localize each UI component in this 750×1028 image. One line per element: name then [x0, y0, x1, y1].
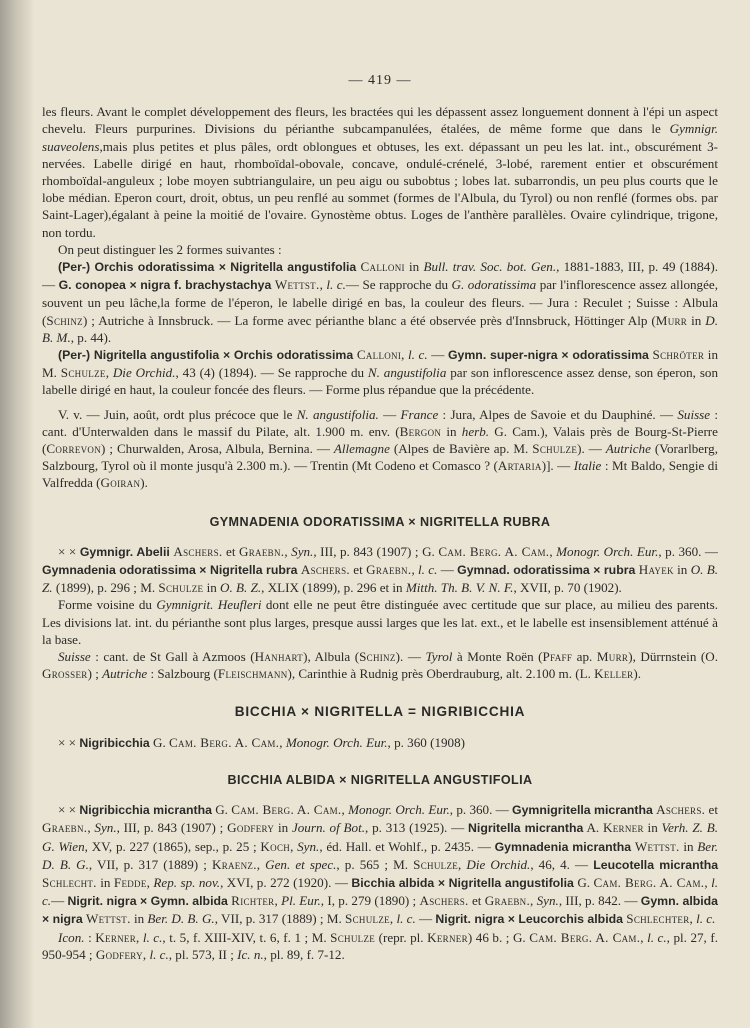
text: ,	[87, 820, 95, 836]
text: ,	[142, 946, 150, 962]
text: , p. 44).	[70, 329, 112, 345]
taxon-name: Nigrit. nigra × Leucorchis albida	[435, 912, 623, 927]
text: à Monte Roën (	[452, 649, 543, 665]
citation: Ber. D. B. G.	[147, 911, 215, 927]
citation: Die Orchid.	[466, 856, 531, 872]
author: Schinz	[359, 649, 396, 665]
text: ,	[290, 838, 298, 854]
text: (1899), p. 296 ; M.	[52, 580, 159, 596]
citation: Syn.	[291, 543, 314, 559]
micrantha-paragraph	[42, 801, 718, 928]
author: Murr	[655, 312, 688, 328]
taxon-name: Gymnad. odoratissima × rubra	[457, 563, 636, 578]
author: Graebn.	[239, 543, 285, 559]
author: Goiran	[100, 475, 141, 491]
author: Koch	[260, 838, 291, 854]
taxon-name: Nigribicchia	[79, 735, 150, 750]
author: Schröter	[652, 347, 705, 363]
citation: l. c.	[696, 911, 716, 927]
citation: D. B. M.	[42, 312, 719, 345]
text: ap.	[572, 649, 597, 665]
text: ,	[256, 856, 266, 872]
citation: Gen. et spec.	[265, 856, 337, 872]
text: , p. 565 ; M.	[336, 856, 414, 872]
text: in	[441, 423, 462, 439]
citation: Ic. n.	[237, 946, 264, 962]
author: Cam. Berg. A. Cam.	[529, 929, 641, 945]
text: × ×	[58, 543, 80, 559]
citation: Syn.	[94, 820, 117, 836]
text: et	[705, 802, 718, 818]
italic-taxon: Gymnigrit. Heufleri	[156, 597, 262, 613]
citation: Rep. sp. nov.	[153, 874, 221, 890]
text: (Vorarlberg, Salzbourg, Tyrol où il monte jusqu'à 2.300 m.). — Trentin (Mt Codeno et Comasco ? (	[42, 441, 719, 474]
author: Cam. Berg. A. Cam.	[438, 543, 550, 559]
citation: O. B. Z.	[42, 562, 719, 596]
region: Tyrol	[425, 649, 453, 665]
author: Schulze	[413, 856, 459, 872]
text: in	[96, 874, 114, 890]
text: in	[404, 259, 424, 275]
text: A.	[583, 820, 603, 836]
author: Pfaff	[542, 649, 573, 665]
text: : Jura, Alpes de Savoie et du Dauphiné. —	[438, 406, 678, 422]
text: G.	[211, 802, 232, 818]
text: in	[130, 911, 148, 927]
region: Italie	[573, 458, 602, 474]
text: —	[51, 893, 68, 909]
author: Kerner	[427, 929, 468, 945]
taxon-name: G. conopea × nigra f. brachystachya	[58, 278, 272, 293]
text: —	[427, 347, 448, 363]
text: ). —	[395, 649, 426, 665]
text: , p. 360. —	[658, 543, 719, 559]
author: Schlechter	[626, 911, 690, 927]
text: , I, p. 279 (1890) ;	[320, 893, 420, 909]
text: Forme voisine du	[58, 597, 157, 613]
citation: herb.	[461, 423, 490, 439]
author: Godfery	[95, 946, 143, 962]
taxon-name: Gymn. super-nigra × odoratissima	[447, 348, 649, 363]
text: , XV, p. 227 (1865), sep., p. 25 ;	[84, 838, 261, 854]
locality-paragraph	[42, 648, 718, 682]
book-spine-shadow	[0, 0, 34, 1028]
text: in	[679, 838, 698, 854]
author: Grosser	[42, 666, 88, 682]
author: Aschers.	[419, 893, 469, 909]
author: Fleischmann	[217, 666, 288, 682]
text: par son inflorescence assez dense, son éperon, son labelle dirigé en haut, la couleur foncée des fleurs. — Forme plus répandue que la précédente.	[42, 365, 719, 398]
citation: Die Orchid.	[112, 365, 176, 381]
citation: Syn.	[536, 893, 559, 909]
region: Autriche	[605, 441, 651, 457]
author: Schulze	[60, 365, 106, 381]
text: )]. —	[541, 458, 574, 474]
text: ) ; Autriche à Innsbruck. — La forme avec périanthe blanc a été observée près d'Innsbruck, Höttinger Alp (	[82, 312, 656, 328]
taxon-name: Bicchia albida × Nigritella angustifolia	[351, 875, 574, 890]
text: G.	[149, 734, 169, 750]
text: , t. 5, f. XIII-XIV, t. 6, f. 1 ; M.	[162, 929, 331, 945]
form-two-paragraph	[42, 346, 718, 399]
text: ,	[389, 911, 397, 927]
citation: l. c.	[408, 347, 428, 363]
citation: Mitth. Th. B. V. N. F.	[405, 580, 514, 596]
text: —	[437, 562, 458, 578]
author: Correvon	[46, 441, 102, 457]
icon-paragraph	[42, 929, 718, 963]
text: ,	[401, 347, 409, 363]
text: ,	[146, 874, 154, 890]
text: ).	[633, 666, 642, 682]
description-paragraph	[42, 103, 718, 241]
author: Wettst.	[634, 838, 680, 854]
author: Murr	[596, 649, 629, 665]
text: ,	[136, 929, 143, 945]
author: Cam. Berg. A. Cam.	[593, 874, 705, 890]
text: , p. 313 (1925). —	[365, 820, 469, 836]
text: , p. 360 (1908)	[387, 734, 465, 750]
author: Cam. Berg. A. Cam.	[169, 734, 280, 750]
italic-taxon: N. angustifolia.	[296, 406, 379, 422]
text: , pl. 573, II ;	[168, 946, 238, 962]
text: , 1881-1883, III, p. 49 (1884). —	[42, 259, 718, 293]
taxon-name: Gymn. albida × nigra	[42, 894, 719, 927]
text: ), Albula (	[303, 649, 360, 665]
author: Graebn.	[484, 893, 531, 909]
text: , III, p. 843 (1907) ;	[116, 820, 228, 836]
citation: l. c.	[149, 946, 169, 962]
text: × ×	[58, 734, 80, 750]
text: in	[203, 580, 221, 596]
text: , pl. 27, f. 950-954 ;	[42, 929, 718, 962]
text: — Se rapproche du	[345, 277, 452, 293]
taxon-name: Gymnigritella micrantha	[512, 803, 653, 818]
section-heading-bicchia-albida: BICCHIA ALBIDA × NIGRITELLA ANGUSTIFOLIA	[227, 772, 533, 787]
text: mais plus petites et plus pâles, ordt oblongues et obtuses, les ext. dépassant un peu les lat. int., obscurément 3-nervées. Labelle dirigé en haut, rhomboïdal-obovale, concave, ondulé-crénelé, 3-lobé, rarement entier et obscurément rhomboïdal-anguleux ; lobe moyen subtriangulaire, un peu aigu ou subobtus ; lobes lat. subarrondis, un peu plus courts que le lobe médian. Eperon court, droit, obtus, un peu renflé au sommet (formes de l'Albula, du Tyrol) ou non renflé (formes obs. par Saint-Lager),égalant à peine la moitié de l'ovaire. Gynostème obtus. Loges de l'anthère parallèles. Ovaire cylindrique, trigone, non tordu.	[42, 138, 718, 240]
text: ).	[140, 475, 148, 491]
text: ,	[549, 543, 557, 559]
text: (repr. pl.	[375, 929, 428, 945]
author: Schlecht.	[42, 874, 97, 890]
text: in M.	[42, 347, 718, 381]
text: in	[274, 820, 292, 836]
text: ,	[689, 911, 697, 927]
author: Artaria	[497, 458, 542, 474]
text: ,	[279, 734, 286, 750]
taxon-name: Gymnadenia odoratissima × Nigritella rubra	[42, 563, 298, 578]
page-number: — 419 —	[348, 73, 412, 88]
text: ), Carinthie à Rudnig près Oberdrauburg, alt. 2.100 m. (L.	[287, 666, 595, 682]
distribution-paragraph	[42, 406, 718, 492]
text: in	[643, 820, 662, 836]
author: Godfery	[227, 820, 275, 836]
text: ,	[704, 874, 712, 890]
author: Kerner	[602, 820, 644, 836]
author: Schulze	[330, 929, 376, 945]
citation: l. c.	[142, 929, 163, 945]
citation: Ber. D. B. G.	[42, 838, 719, 872]
italic-taxon: Gymnigr. suaveolens,	[42, 121, 718, 154]
text: in	[673, 562, 691, 578]
author: Schulze	[345, 911, 390, 927]
author: Calloni	[356, 347, 402, 363]
author: Wettst.	[274, 277, 320, 293]
text: par l'inflorescence assez allongée, souvent un peu lâche,la forme de l'éperon, le labelle dirigé en bas, la couleur des fleurs. — Jura : Reculet ; Suisse : Albula (	[42, 277, 718, 328]
text: : Mt Baldo, Sengie di Valfredda (	[42, 458, 718, 491]
text: —	[378, 406, 401, 422]
text: , éd. Hall. et Wohlf., p. 2435. —	[319, 838, 495, 854]
taxon-name: Nigrit. nigra × Gymn. albida	[67, 894, 228, 909]
taxon-name: Nigritella micrantha	[468, 821, 584, 836]
text: , XLIX (1899), p. 296 et in	[261, 580, 406, 596]
text: ,	[274, 893, 282, 909]
author: Kraenz.	[211, 856, 257, 872]
text: , VII, p. 317 (1889) ; M.	[214, 911, 346, 927]
text: , XVI, p. 272 (1920). —	[220, 874, 352, 890]
text: : cant. de St Gall à Azmoos (	[90, 649, 255, 665]
citation: Verh. Z. B. G. Wien	[42, 820, 719, 854]
author: Graebn.	[42, 820, 88, 836]
text: et	[349, 562, 367, 578]
text: ,	[530, 893, 537, 909]
text: —	[415, 911, 436, 927]
citation: Bull. trav. Soc. bot. Gen.	[423, 259, 557, 275]
text: dont elle ne peut être distinguée avec certitude que sur place, au milieu des parents. Les divisions lat. int. du périanthe sont plus larges, presque aussi larges que les lat. ext., et le labelle est insensiblement atténué à la base.	[42, 597, 718, 647]
citation: Journ. of Bot.	[291, 820, 366, 836]
text: ) 46 b. ; G.	[467, 929, 530, 945]
text: , pl. 89, f. 7-12.	[263, 946, 345, 962]
author: Calloni	[360, 259, 405, 275]
form-one-paragraph	[42, 258, 718, 346]
author: Fedde	[113, 874, 147, 890]
author: Wettst.	[85, 911, 131, 927]
text: ,	[411, 562, 419, 578]
text: ). —	[577, 441, 606, 457]
author: Richter	[231, 893, 275, 909]
taxon-name: (Per-) Nigritella angustifolia × Orchis odoratissima	[58, 348, 354, 363]
section-heading-gymnadenia: GYMNADENIA ODORATISSIMA × NIGRITELLA RUBRA	[209, 514, 551, 529]
text: G.	[573, 874, 594, 890]
text: G. Cam.), Valais près de Bourg-St-Pierre (	[42, 423, 718, 457]
author: Kerner	[95, 929, 137, 945]
author: Aschers.	[300, 562, 350, 578]
taxon-name: Leucotella micrantha	[593, 857, 719, 872]
citation: Monogr. Orch. Eur.	[348, 802, 450, 818]
text: , VII, p. 317 (1889) ;	[88, 856, 212, 872]
citation: Monogr. Orch. Eur.	[556, 543, 659, 559]
author: Cam. Berg. A. Cam.	[231, 802, 342, 818]
citation: l. c.	[326, 277, 346, 293]
text: ,	[458, 856, 467, 872]
section-heading-bicchia-nigritella: BICCHIA × NIGRITELLA = NIGRIBICCHIA	[234, 703, 526, 719]
author: Bergon	[399, 423, 442, 439]
author: Hanhart	[254, 649, 304, 665]
region: Suisse	[58, 649, 91, 665]
forms-intro: On peut distinguer les 2 formes suivantes :	[58, 241, 282, 257]
text: , III, p. 843 (1907) ; G.	[313, 543, 439, 559]
text: et	[468, 893, 485, 909]
italic-taxon: N. angustifolia	[367, 365, 447, 381]
author: Hayek	[638, 562, 674, 578]
taxon-name: (Per-) Orchis odoratissima × Nigritella angustifolia	[58, 260, 357, 275]
text: ,	[105, 365, 113, 381]
citation: l. c.	[647, 929, 667, 945]
nigribicchia-paragraph	[42, 734, 718, 752]
region: Allemagne	[333, 441, 390, 457]
text: in	[687, 312, 706, 328]
region: Autriche	[102, 666, 148, 682]
region: Suisse	[677, 406, 711, 422]
text: les fleurs. Avant le complet développement des fleurs, les bractées qui les dépassent assez longuement donnent à l'épi un aspect chevelu. Fleurs purpurines. Divisions du périanthe subcampanulées, étalées, de même forme que dans le	[42, 104, 718, 137]
text: , XVII, p. 70 (1902).	[513, 580, 622, 596]
text: ,	[341, 802, 349, 818]
text: (Alpes de Bavière ap. M.	[389, 441, 533, 457]
text: ) ;	[87, 666, 103, 682]
text: : Salzbourg (	[147, 666, 218, 682]
citation: l. c.	[418, 562, 438, 578]
text: , 43 (4) (1894). — Se rapproche du	[175, 365, 368, 381]
label: Icon.	[58, 929, 85, 945]
text: ,	[319, 277, 327, 293]
region: France	[400, 406, 439, 422]
author: Schinz	[46, 312, 83, 328]
text: : cant. d'Unterwalden dans le massif du Pilate, alt. 1.900 m. env. (	[42, 406, 719, 439]
text: , III, p. 842. —	[558, 893, 641, 909]
taxon-name: Nigribicchia micrantha	[79, 803, 212, 818]
comparison-paragraph	[42, 596, 718, 648]
author: Aschers.	[656, 802, 706, 818]
citation: l. c.	[396, 911, 416, 927]
author: Keller	[594, 666, 634, 682]
text: ,	[284, 543, 292, 559]
taxon-name: Gymnigr. Abelii	[79, 544, 170, 559]
author: Schulze	[532, 441, 578, 457]
text: V. v. — Juin, août, ordt plus précoce que le	[58, 406, 297, 422]
author: Aschers.	[173, 543, 223, 559]
text: × ×	[58, 802, 80, 818]
text: et	[222, 543, 239, 559]
text: ), Dürrnstein (O.	[628, 649, 718, 665]
citation: Syn.	[297, 838, 320, 854]
taxon-name: Gymnadenia micrantha	[494, 839, 632, 854]
author: Schulze	[158, 580, 204, 596]
citation: Pl. Eur.	[281, 893, 321, 909]
citation: O. B. Z.	[220, 580, 262, 596]
text: , p. 360. —	[449, 802, 513, 818]
text: ,	[640, 929, 648, 945]
author: Graebn.	[366, 562, 412, 578]
text: ) ; Churwalden, Arosa, Albula, Bernina. —	[101, 441, 334, 457]
citation: Monogr. Orch. Eur.	[285, 734, 388, 750]
text: , 46, 4. —	[530, 856, 594, 872]
citation: l. c.	[42, 874, 718, 909]
page-content	[42, 72, 718, 963]
text: :	[84, 929, 96, 945]
abelii-paragraph	[42, 543, 718, 597]
italic-taxon: G. odoratissima	[451, 277, 537, 293]
